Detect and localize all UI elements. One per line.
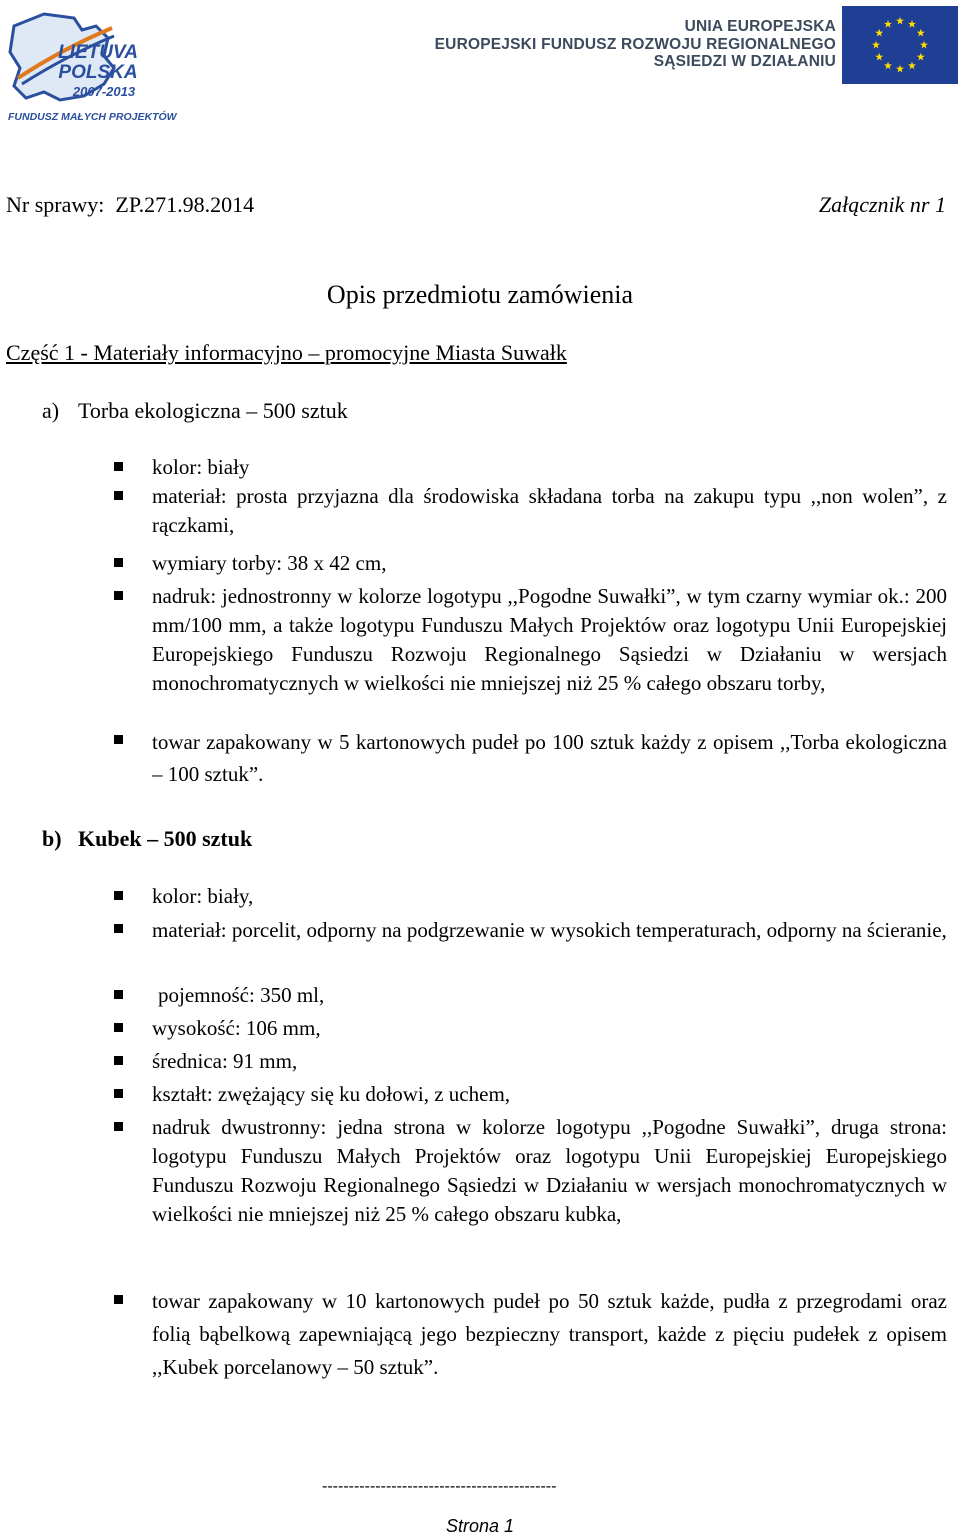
annex-label: Załącznik nr 1 <box>818 192 946 217</box>
page-title: Opis przedmiotu zamówienia <box>326 280 634 309</box>
section-a-label: a) <box>42 398 60 423</box>
bullet-icon <box>114 1023 123 1032</box>
logo-line-1: LIETUVA <box>58 42 138 63</box>
logo-line-3: 2007-2013 <box>72 84 136 99</box>
bullet-icon <box>114 735 123 744</box>
section-b-item-4: wysokość: 106 mm, <box>152 1016 321 1040</box>
section-b-item-1: kolor: biały, <box>152 884 254 908</box>
bullet-icon <box>114 924 123 933</box>
section-b-item-8: towar zapakowany w 10 kartonowych pudeł po 50 sztuk każde, pudła z przegrodami oraz folią bąbelkową zapewniającą jego bezpieczny transport, każde z pięciu pudełek z opisem ,,Kubek porcelanowy – 50 sztuk”. <box>152 1289 947 1379</box>
bullet-icon <box>114 1056 123 1065</box>
bullet-icon <box>114 891 123 900</box>
section-a-item-3: wymiary torby: 38 x 42 cm, <box>152 551 387 575</box>
footer-rule: -------------------------------------------- <box>322 1478 557 1495</box>
section-a-heading <box>42 398 348 424</box>
section-a-item-5: towar zapakowany w 5 kartonowych pudeł po 100 sztuk każdy z opisem ,,Torba ekologiczna – 100 sztuk”. <box>152 730 947 786</box>
bullet-icon <box>114 558 123 567</box>
page-number: Strona 1 <box>445 1516 515 1536</box>
section-a-item-2: materiał: prosta przyjazna dla środowiska składana torba na zakupu typu ,,non wolen”, z rączkami, <box>152 484 947 537</box>
bullet-icon <box>114 1122 123 1131</box>
section-b-item-6: kształt: zwężający się ku dołowi, z uchem, <box>152 1082 511 1106</box>
eu-text-line-1: UNIA EUROPEJSKA <box>684 18 836 35</box>
eu-text-line-2: EUROPEJSKI FUNDUSZ ROZWOJU REGIONALNEGO <box>434 35 836 53</box>
logo-line-2: POLSKA <box>58 62 138 83</box>
bullet-icon <box>114 1089 123 1098</box>
map-logo-icon <box>4 8 180 124</box>
section-b-item-2: materiał: porcelit, odporny na podgrzewanie w wysokich temperaturach, odporny na ścieranie, <box>152 918 947 942</box>
bullet-icon <box>114 990 123 999</box>
section-b-title: Kubek – 500 sztuk <box>78 826 253 851</box>
section-b-item-3: pojemność: 350 ml, <box>158 983 325 1007</box>
bullet-icon <box>114 491 123 500</box>
lietuva-polska-logo <box>4 8 180 124</box>
section-b-label: b) <box>42 826 62 851</box>
section-a-title: Torba ekologiczna – 500 sztuk <box>78 398 348 423</box>
eu-flag <box>842 6 958 84</box>
section-b-item-7: nadruk dwustronny: jedna strona w kolorze logotypu ,,Pogodne Suwałki”, druga strona: logotypu Funduszu Małych Projektów oraz logotypu Unii Europejskiej Europejskiego Funduszu Rozwoju Regionalnego Sąsiedzi w Działaniu w wersjach monochromatycznych w wielkości nie mniejszej niż 25 % całego obszaru kubka, <box>152 1115 947 1226</box>
eu-flag-icon <box>842 6 958 84</box>
bullet-icon <box>114 591 123 600</box>
bullet-icon <box>114 1295 123 1304</box>
logo-caption: FUNDUSZ MAŁYCH PROJEKTÓW <box>8 111 177 123</box>
eu-text-block <box>435 18 836 71</box>
section-b-item-5: średnica: 91 mm, <box>152 1049 298 1073</box>
section-b-heading <box>42 826 252 852</box>
case-label: Nr sprawy: <box>6 192 105 217</box>
case-number: ZP.271.98.2014 <box>115 192 255 217</box>
section-a-item-4: nadruk: jednostronny w kolorze logotypu ,,Pogodne Suwałki”, w tym czarny wymiar ok.: 200 mm/100 mm, a także logotypu Funduszu Małych Projektów oraz logotypu Unii Europejskiej Europejskiego Funduszu Rozwoju Regionalnego Sąsiedzi w Działaniu w wersjach monochromatycznych w wielkości nie mniejszej niż 25 % całego obszaru torby, <box>152 584 947 695</box>
bullet-icon <box>114 462 123 471</box>
section-a-item-1: kolor: biały <box>152 455 250 479</box>
case-reference <box>6 192 254 218</box>
eu-text-line-3: SĄSIEDZI W DZIAŁANIU <box>653 53 836 70</box>
part-heading: Część 1 - Materiały informacyjno – promocyjne Miasta Suwałk <box>6 340 567 365</box>
